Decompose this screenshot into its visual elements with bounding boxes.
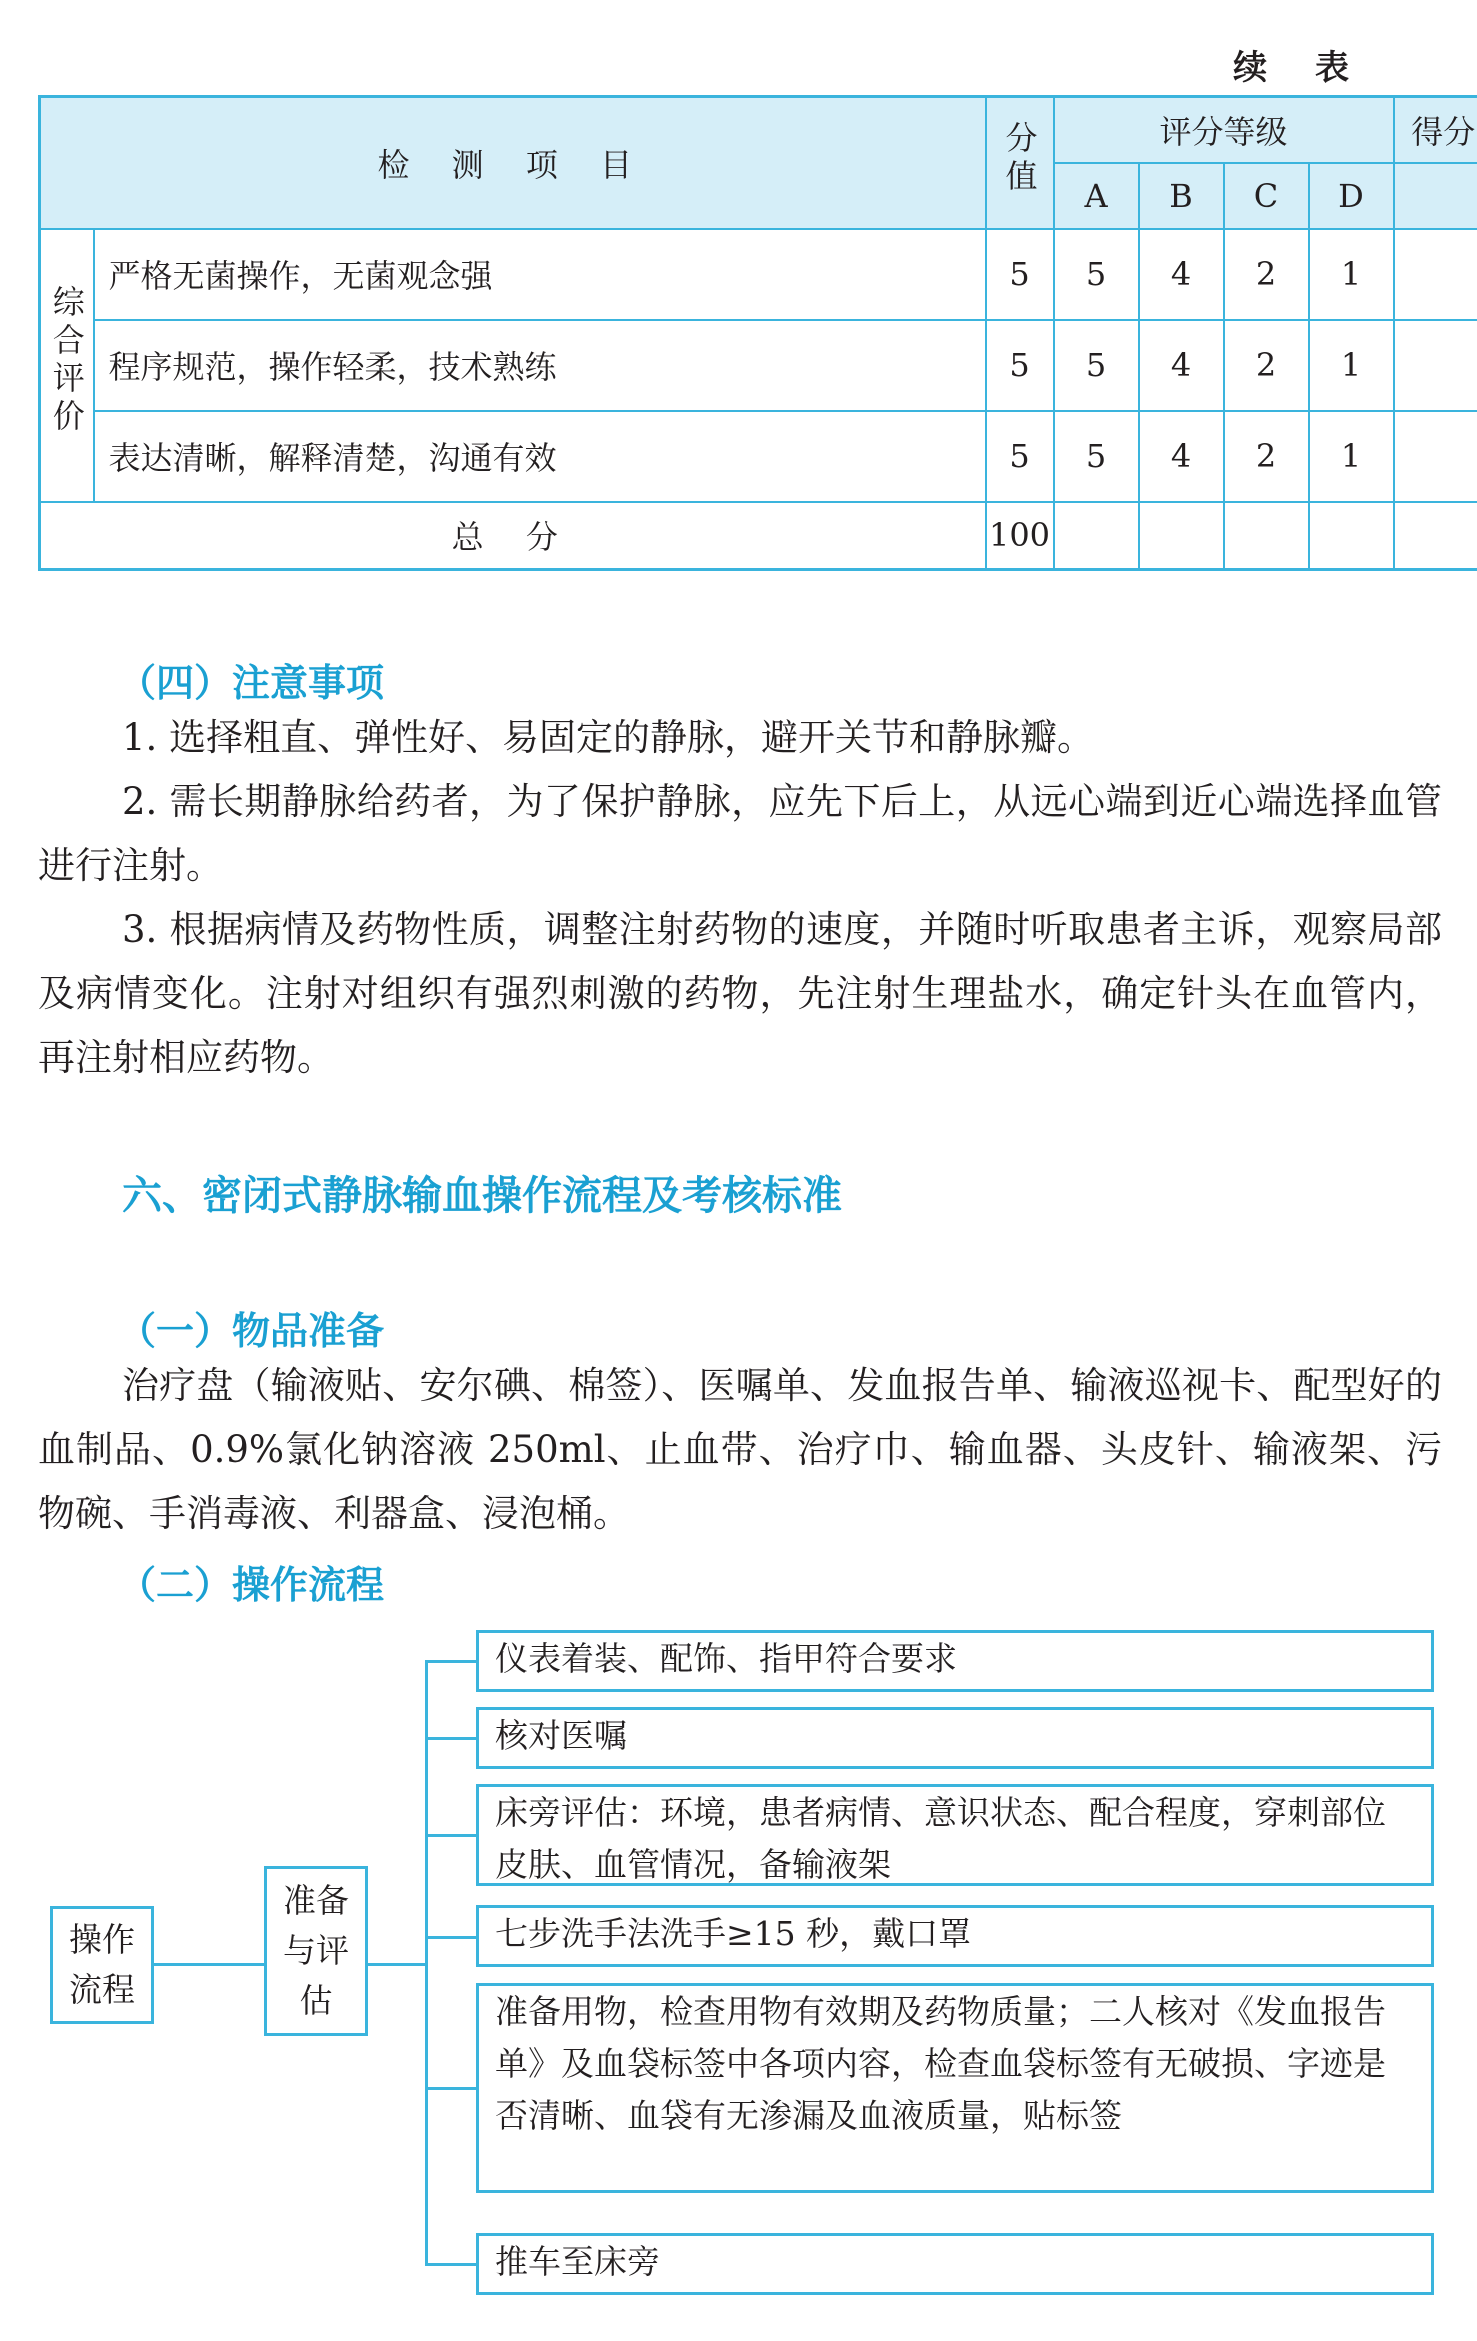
branch-line bbox=[425, 1660, 476, 1663]
header-score-value: 分值 bbox=[986, 97, 1054, 229]
row-item: 严格无菌操作，无菌观念强 bbox=[94, 229, 986, 320]
total-label: 总 分 bbox=[40, 502, 986, 570]
row-d: 1 bbox=[1309, 411, 1394, 502]
notes-heading: （四）注意事项 bbox=[118, 661, 385, 705]
header-item: 检 测 项 目 bbox=[40, 97, 986, 229]
note-item-3: 3. 根据病情及药物性质，调整注射药物的速度，并随时听取患者主诉，观察局部及病情变化。注射对组织有强烈刺激的药物，先注射生理盐水，确定针头在血管内，再注射相应药物。 bbox=[38, 908, 1442, 1079]
connector-root-stage bbox=[154, 1963, 264, 1966]
row-item: 表达清晰，解释清楚，沟通有效 bbox=[94, 411, 986, 502]
flow-step-1: 仪表着装、配饰、指甲符合要求 bbox=[476, 1630, 1434, 1692]
row-c: 2 bbox=[1224, 411, 1309, 502]
row-value: 5 bbox=[986, 229, 1054, 320]
flow-step-6: 推车至床旁 bbox=[476, 2233, 1434, 2295]
flow-trunk-line bbox=[425, 1660, 428, 2266]
row-a: 5 bbox=[1054, 229, 1139, 320]
section-title: 六、密闭式静脉输血操作流程及考核标准 bbox=[122, 1173, 842, 1219]
total-row bbox=[40, 502, 1477, 570]
header-level-a: A bbox=[1054, 163, 1139, 229]
row-c: 2 bbox=[1224, 229, 1309, 320]
row-b: 4 bbox=[1139, 229, 1224, 320]
branch-line bbox=[425, 2263, 476, 2266]
flow-step-5: 准备用物，检查用物有效期及药物质量；二人核对《发血报告单》及血袋标签中各项内容，检查血袋标签有无破损、字迹是否清晰、血袋有无渗漏及血液质量，贴标签 bbox=[476, 1983, 1434, 2193]
continued-label: 续 表 bbox=[1233, 48, 1367, 88]
connector-stage-trunk bbox=[368, 1963, 426, 1966]
row-value: 5 bbox=[986, 411, 1054, 502]
row-got bbox=[1394, 320, 1477, 411]
branch-line bbox=[425, 2087, 476, 2090]
total-value: 100 bbox=[986, 502, 1054, 570]
branch-line bbox=[425, 1936, 476, 1939]
group-label: 综合评价 bbox=[40, 229, 94, 502]
branch-line bbox=[425, 1834, 476, 1837]
note-item-2: 2. 需长期静脉给药者，为了保护静脉，应先下后上，从远心端到近心端选择血管进行注射。 bbox=[38, 780, 1442, 887]
note-item-1: 1. 选择粗直、弹性好、易固定的静脉，避开关节和静脉瓣。 bbox=[122, 716, 1095, 759]
row-c: 2 bbox=[1224, 320, 1309, 411]
row-a: 5 bbox=[1054, 320, 1139, 411]
header-grade: 评分等级 bbox=[1054, 97, 1394, 163]
row-d: 1 bbox=[1309, 320, 1394, 411]
row-got bbox=[1394, 229, 1477, 320]
header-got: 得分 bbox=[1394, 97, 1477, 163]
header-level-c: C bbox=[1224, 163, 1309, 229]
row-b: 4 bbox=[1139, 411, 1224, 502]
table-row bbox=[40, 411, 1477, 502]
flow-stage-node: 准备与评估 bbox=[264, 1866, 368, 2036]
flow-step-3: 床旁评估：环境，患者病情、意识状态、配合程度，穿刺部位皮肤、血管情况，备输液架 bbox=[476, 1784, 1434, 1886]
header-got-blank bbox=[1394, 163, 1477, 229]
prep-text: 治疗盘（输液贴、安尔碘、棉签）、医嘱单、发血报告单、输液巡视卡、配型好的血制品、0.9%氯化钠溶液 250ml、止血带、治疗巾、输血器、头皮针、输液架、污物碗、手消毒液、利器盒、浸泡桶。 bbox=[38, 1364, 1442, 1535]
flow-root-node: 操作流程 bbox=[50, 1906, 154, 2024]
row-value: 5 bbox=[986, 320, 1054, 411]
score-table bbox=[38, 95, 1477, 571]
header-level-d: D bbox=[1309, 163, 1394, 229]
row-a: 5 bbox=[1054, 411, 1139, 502]
table-row bbox=[40, 229, 1477, 320]
header-level-b: B bbox=[1139, 163, 1224, 229]
row-item: 程序规范，操作轻柔，技术熟练 bbox=[94, 320, 986, 411]
flow-step-2: 核对医嘱 bbox=[476, 1707, 1434, 1769]
table-row bbox=[40, 320, 1477, 411]
row-b: 4 bbox=[1139, 320, 1224, 411]
flow-step-4: 七步洗手法洗手≥15 秒，戴口罩 bbox=[476, 1905, 1434, 1967]
prep-heading: （一）物品准备 bbox=[118, 1309, 385, 1353]
flow-heading: （二）操作流程 bbox=[118, 1563, 385, 1607]
row-got bbox=[1394, 411, 1477, 502]
branch-line bbox=[425, 1737, 476, 1740]
row-d: 1 bbox=[1309, 229, 1394, 320]
